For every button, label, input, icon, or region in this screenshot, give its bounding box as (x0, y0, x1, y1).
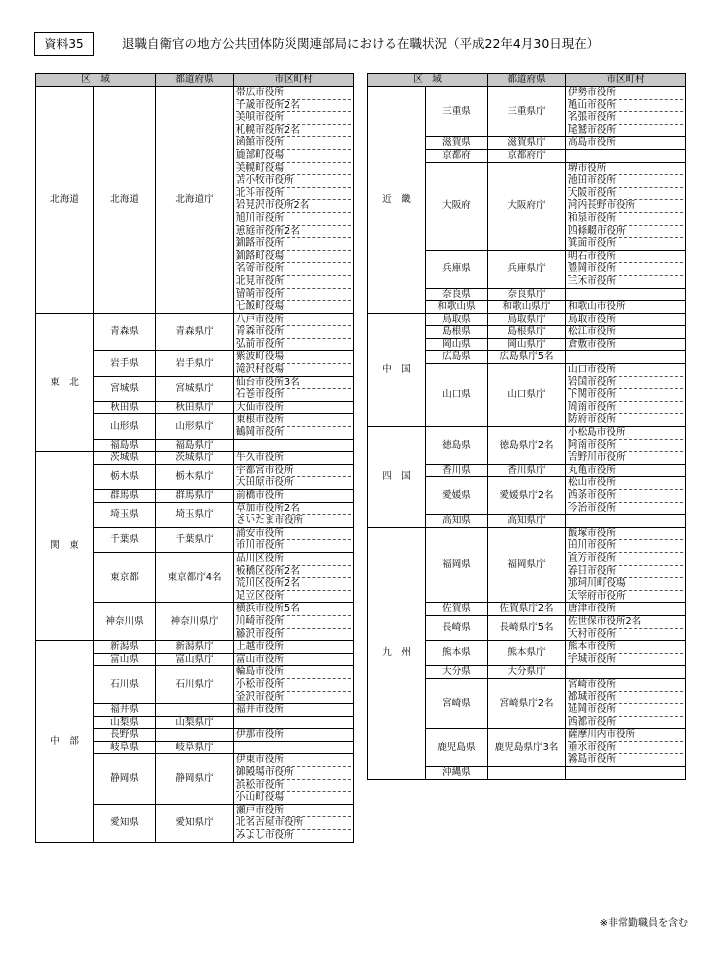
table-row (368, 427, 686, 465)
prefecture-office-cell: 岩手県庁 (156, 351, 234, 376)
municipality-cell (234, 754, 354, 804)
prefecture-cell: 和歌山県 (426, 301, 488, 314)
municipality-item: 紫波町役場 (236, 351, 351, 364)
prefecture-office-cell: 広島県庁5名 (488, 351, 566, 364)
municipality-cell (234, 414, 354, 439)
municipality-cell (566, 351, 686, 364)
municipality-cell (234, 741, 354, 754)
municipality-item: 四條畷市役所 (568, 226, 683, 239)
municipality-cell (234, 452, 354, 465)
municipality-item: 前橋市役所 (236, 490, 284, 501)
municipality-item: 恵庭市役所2名 (236, 226, 351, 239)
municipality-cell (234, 502, 354, 527)
municipality-item: 青森市役所 (236, 326, 351, 339)
municipality-item: 弘前市役所 (236, 338, 284, 350)
prefecture-office-cell: 山形県庁 (156, 414, 234, 439)
municipality-item: 金沢市役所 (236, 691, 284, 703)
header-municipality: 市区町村 (566, 74, 686, 87)
municipality-item: 明石市役所 (568, 251, 683, 264)
municipality-item: 飯塚市役所 (568, 528, 683, 541)
municipality-cell (234, 666, 354, 704)
municipality-item: 名寄市役所 (236, 263, 351, 276)
header-row (36, 74, 354, 87)
municipality-item: 岩国市役所 (568, 377, 683, 390)
municipality-item: 北斗市役所 (236, 188, 351, 201)
municipality-item: 伊那市役所 (236, 729, 284, 741)
prefecture-cell: 東京都 (94, 552, 156, 602)
prefecture-office-cell: 千葉県庁 (156, 527, 234, 552)
prefecture-office-cell: 兵庫県庁 (488, 250, 566, 288)
municipality-item: 釧路市役所 (236, 238, 351, 251)
municipality-item: 美幌町役場 (236, 163, 351, 176)
right-table (367, 73, 686, 780)
municipality-item: 河内長野市役所 (568, 200, 683, 213)
prefecture-cell: 茨城県 (94, 452, 156, 465)
prefecture-cell: 群馬県 (94, 490, 156, 503)
municipality-item: 宇城市役所 (568, 653, 616, 665)
municipality-cell (566, 477, 686, 515)
municipality-cell (566, 288, 686, 301)
municipality-item: 松江市役所 (568, 326, 616, 338)
table-row (36, 87, 354, 314)
municipality-item: 下関市役所 (568, 389, 683, 402)
municipality-item (568, 150, 683, 162)
prefecture-office-cell: 愛媛県庁2名 (488, 477, 566, 515)
municipality-item: 帯広市役所 (236, 87, 351, 100)
prefecture-office-cell: 三重県庁 (488, 87, 566, 137)
municipality-item: 草加市役所2名 (236, 503, 351, 516)
region-cell: 関 東 (36, 452, 94, 641)
municipality-item: 吉野川市役所 (568, 452, 626, 464)
header-region: 区 域 (368, 74, 488, 87)
prefecture-cell: 岐阜県 (94, 741, 156, 754)
region-cell: 近 畿 (368, 87, 426, 314)
municipality-item: 函館市役所 (236, 137, 351, 150)
prefecture-cell: 石川県 (94, 666, 156, 704)
municipality-cell (234, 490, 354, 503)
municipality-item: 堺市役所 (568, 163, 683, 176)
municipality-item: 大田原市役所 (236, 477, 294, 489)
municipality-item (568, 351, 683, 363)
municipality-cell (566, 427, 686, 465)
municipality-item: 都城市役所 (568, 692, 683, 705)
prefecture-cell: 大分県 (426, 666, 488, 679)
prefecture-cell: 京都府 (426, 149, 488, 162)
municipality-cell (234, 351, 354, 376)
footnote: ※非常勤職員を含む (599, 918, 688, 929)
prefecture-cell: 高知県 (426, 515, 488, 528)
table-row (368, 527, 686, 603)
municipality-cell (566, 326, 686, 339)
municipality-item: 西都市役所 (568, 716, 616, 728)
prefecture-cell: 秋田県 (94, 401, 156, 414)
municipality-cell (234, 804, 354, 842)
header-prefecture: 都道府県 (488, 74, 566, 87)
prefecture-cell: 神奈川県 (94, 603, 156, 641)
prefecture-cell: 埼玉県 (94, 502, 156, 527)
municipality-item: 尾鷲市役所 (568, 124, 616, 136)
municipality-cell (234, 704, 354, 717)
municipality-cell (566, 137, 686, 150)
municipality-item: 荒川区役所2名 (236, 578, 351, 591)
prefecture-cell: 千葉県 (94, 527, 156, 552)
prefecture-office-cell: 大分県庁 (488, 666, 566, 679)
municipality-item: 川崎市役所 (236, 616, 351, 629)
prefecture-office-cell: 奈良県庁 (488, 288, 566, 301)
municipality-item: 東根市役所 (236, 414, 351, 427)
prefecture-cell: 愛知県 (94, 804, 156, 842)
prefecture-cell: 青森県 (94, 313, 156, 351)
prefecture-cell: 滋賀県 (426, 137, 488, 150)
prefecture-cell: 長崎県 (426, 615, 488, 640)
prefecture-office-cell: 北海道庁 (156, 87, 234, 314)
document-title: 退職自衛官の地方公共団体防災関連部局における在職状況（平成22年4月30日現在） (122, 36, 600, 51)
municipality-item: 千歳市役所2名 (236, 100, 351, 113)
prefecture-cell: 熊本県 (426, 641, 488, 666)
prefecture-cell: 奈良県 (426, 288, 488, 301)
municipality-item: 鶴岡市役所 (236, 427, 284, 439)
table-row (36, 641, 354, 654)
header-region: 区 域 (36, 74, 156, 87)
municipality-item (236, 440, 351, 452)
header-row (368, 74, 686, 87)
prefecture-office-cell (156, 729, 234, 742)
municipality-cell (566, 301, 686, 314)
prefecture-office-cell: 岐阜県庁 (156, 741, 234, 754)
prefecture-office-cell: 福岡県庁 (488, 527, 566, 603)
header-municipality: 市区町村 (234, 74, 354, 87)
prefecture-office-cell: 高知県庁 (488, 515, 566, 528)
municipality-item: 鹿部町役場 (236, 150, 351, 163)
municipality-item: 延岡市役所 (568, 704, 683, 717)
municipality-cell (234, 653, 354, 666)
table-row (36, 313, 354, 351)
municipality-item: さいたま市役所 (236, 515, 304, 527)
region-cell: 中 部 (36, 641, 94, 843)
municipality-item: 防府市役所 (568, 414, 616, 426)
region-cell: 九 州 (368, 527, 426, 779)
document-label: 資料35 (34, 32, 94, 56)
municipality-item: 留萌市役所 (236, 289, 351, 302)
municipality-cell (566, 515, 686, 528)
prefecture-cell: 長野県 (94, 729, 156, 742)
municipality-item: 丸亀市役所 (568, 464, 616, 476)
municipality-cell (234, 87, 354, 314)
municipality-item: 浜松市役所 (236, 780, 351, 793)
prefecture-cell: 新潟県 (94, 641, 156, 654)
municipality-item: 霧島市役所 (568, 754, 616, 766)
municipality-item: 直方市役所 (568, 553, 683, 566)
municipality-item: 和歌山市役所 (568, 301, 626, 313)
municipality-item: 瀬戸市役所 (236, 805, 351, 818)
municipality-item: 伊勢市役所 (568, 87, 683, 100)
municipality-cell (234, 552, 354, 602)
municipality-cell (234, 641, 354, 654)
municipality-item: 豊岡市役所 (568, 263, 683, 276)
municipality-cell (566, 87, 686, 137)
region-cell: 東 北 (36, 313, 94, 452)
municipality-item: 高島市役所 (568, 137, 616, 149)
municipality-item: 北見市役所 (236, 276, 351, 289)
prefecture-office-cell: 大阪府庁 (488, 162, 566, 250)
prefecture-cell: 富山県 (94, 653, 156, 666)
prefecture-cell: 鳥取県 (426, 313, 488, 326)
prefecture-office-cell: 鳥取県庁 (488, 313, 566, 326)
municipality-item: 滝沢村役場 (236, 364, 284, 376)
municipality-item: 西条市役所 (568, 490, 683, 503)
municipality-item (568, 289, 683, 301)
municipality-item: 横浜市役所5名 (236, 603, 351, 616)
prefecture-office-cell: 京都府庁 (488, 149, 566, 162)
municipality-item: 和泉市役所 (568, 213, 683, 226)
prefecture-cell: 岡山県 (426, 338, 488, 351)
prefecture-office-cell (488, 767, 566, 780)
prefecture-office-cell: 岡山県庁 (488, 338, 566, 351)
municipality-item (568, 666, 683, 678)
prefecture-office-cell: 徳島県庁2名 (488, 427, 566, 465)
municipality-cell (566, 603, 686, 616)
prefecture-cell: 鹿児島県 (426, 729, 488, 767)
municipality-item: 亀山市役所 (568, 100, 683, 113)
municipality-item: 松山市役所 (568, 477, 683, 490)
prefecture-cell: 三重県 (426, 87, 488, 137)
municipality-item: 札幌市役所2名 (236, 125, 351, 138)
prefecture-office-cell: 愛知県庁 (156, 804, 234, 842)
prefecture-office-cell: 石川県庁 (156, 666, 234, 704)
municipality-item: 旭川市役所 (236, 213, 351, 226)
municipality-item: 美唄市役所 (236, 112, 351, 125)
municipality-item: 牛久市役所 (236, 452, 284, 464)
prefecture-office-cell (156, 704, 234, 717)
municipality-cell (566, 364, 686, 427)
region-cell: 中 国 (368, 313, 426, 426)
municipality-cell (566, 250, 686, 288)
municipality-cell (234, 376, 354, 401)
municipality-item: 七飯町役場 (236, 301, 284, 313)
municipality-item: 唐津市役所 (568, 603, 616, 615)
prefecture-office-cell: 和歌山県庁 (488, 301, 566, 314)
prefecture-cell: 島根県 (426, 326, 488, 339)
municipality-item: 八戸市役所 (236, 314, 351, 327)
municipality-cell (566, 162, 686, 250)
prefecture-office-cell: 宮崎県庁2名 (488, 678, 566, 728)
table-row (368, 313, 686, 326)
municipality-cell (234, 729, 354, 742)
municipality-item: 福井市役所 (236, 704, 284, 716)
left-table (35, 73, 354, 843)
municipality-cell (566, 313, 686, 326)
prefecture-office-cell: 東京都庁4名 (156, 552, 234, 602)
municipality-item: 倉敷市役所 (568, 338, 616, 350)
prefecture-cell: 愛媛県 (426, 477, 488, 515)
prefecture-office-cell: 山口県庁 (488, 364, 566, 427)
prefecture-cell: 宮城県 (94, 376, 156, 401)
header-prefecture: 都道府県 (156, 74, 234, 87)
prefecture-office-cell: 鹿児島県庁3名 (488, 729, 566, 767)
prefecture-cell: 沖縄県 (426, 767, 488, 780)
municipality-item: 石巻市役所 (236, 389, 284, 401)
municipality-cell (234, 716, 354, 729)
municipality-item: 阿南市役所 (568, 440, 683, 453)
municipality-item: 釧路町役場 (236, 251, 351, 264)
prefecture-cell: 栃木県 (94, 464, 156, 489)
municipality-cell (234, 313, 354, 351)
municipality-cell (234, 439, 354, 452)
prefecture-office-cell: 福島県庁 (156, 439, 234, 452)
municipality-cell (566, 149, 686, 162)
municipality-item: 御殿場市役所 (236, 767, 351, 780)
prefecture-cell: 静岡県 (94, 754, 156, 804)
prefecture-office-cell: 茨城県庁 (156, 452, 234, 465)
municipality-cell (566, 527, 686, 603)
prefecture-cell: 福井県 (94, 704, 156, 717)
municipality-item: 仙台市役所3名 (236, 377, 351, 390)
municipality-item: みよし市役所 (236, 830, 294, 842)
municipality-item: 田川市役所 (568, 540, 683, 553)
municipality-cell (566, 464, 686, 477)
municipality-cell (566, 729, 686, 767)
prefecture-office-cell: 宮城県庁 (156, 376, 234, 401)
prefecture-cell: 山口県 (426, 364, 488, 427)
prefecture-cell: 福岡県 (426, 527, 488, 603)
prefecture-office-cell: 栃木県庁 (156, 464, 234, 489)
prefecture-office-cell: 静岡県庁 (156, 754, 234, 804)
prefecture-cell: 香川県 (426, 464, 488, 477)
municipality-item (568, 515, 683, 527)
municipality-cell (234, 464, 354, 489)
municipality-item: 小松島市役所 (568, 427, 683, 440)
prefecture-office-cell: 山梨県庁 (156, 716, 234, 729)
municipality-item: 春日市役所 (568, 566, 683, 579)
municipality-item: 箕面市役所 (568, 238, 616, 250)
municipality-item: 周南市役所 (568, 402, 683, 415)
municipality-cell (234, 603, 354, 641)
prefecture-cell: 広島県 (426, 351, 488, 364)
municipality-cell (566, 666, 686, 679)
municipality-item: 宇都宮市役所 (236, 465, 351, 478)
municipality-item: 北名古屋市役所 (236, 817, 351, 830)
municipality-item: 小松市役所 (236, 679, 351, 692)
municipality-item: 小山町役場 (236, 792, 284, 804)
municipality-item: 佐世保市役所2名 (568, 616, 683, 629)
prefecture-office-cell: 熊本県庁 (488, 641, 566, 666)
municipality-item (568, 767, 683, 779)
prefecture-office-cell: 埼玉県庁 (156, 502, 234, 527)
municipality-item: 藤沢市役所 (236, 628, 284, 640)
municipality-item: 輪島市役所 (236, 666, 351, 679)
region-cell: 四 国 (368, 427, 426, 528)
prefecture-office-cell: 神奈川県庁 (156, 603, 234, 641)
prefecture-office-cell: 群馬県庁 (156, 490, 234, 503)
municipality-item: 大阪市役所 (568, 188, 683, 201)
prefecture-cell: 兵庫県 (426, 250, 488, 288)
municipality-cell (566, 641, 686, 666)
prefecture-office-cell: 新潟県庁 (156, 641, 234, 654)
municipality-cell (234, 401, 354, 414)
municipality-cell (566, 338, 686, 351)
municipality-item: 今治市役所 (568, 502, 616, 514)
municipality-item: 鳥取市役所 (568, 313, 616, 325)
municipality-item: 池田市役所 (568, 175, 683, 188)
municipality-cell (234, 527, 354, 552)
municipality-cell (566, 678, 686, 728)
municipality-item: 上越市役所 (236, 641, 284, 653)
prefecture-office-cell: 滋賀県庁 (488, 137, 566, 150)
prefecture-office-cell: 青森県庁 (156, 313, 234, 351)
municipality-item: 富山市役所 (236, 653, 284, 665)
prefecture-cell: 山梨県 (94, 716, 156, 729)
prefecture-office-cell: 佐賀県庁2名 (488, 603, 566, 616)
municipality-item: 市川市役所 (236, 540, 284, 552)
municipality-item: 宮崎市役所 (568, 679, 683, 692)
prefecture-office-cell: 島根県庁 (488, 326, 566, 339)
table-row (368, 87, 686, 137)
prefecture-cell: 佐賀県 (426, 603, 488, 616)
municipality-item: 板橋区役所2名 (236, 566, 351, 579)
region-cell: 北海道 (36, 87, 94, 314)
municipality-item: 大村市役所 (568, 628, 616, 640)
prefecture-cell: 宮崎県 (426, 678, 488, 728)
prefecture-office-cell: 秋田県庁 (156, 401, 234, 414)
prefecture-cell: 岩手県 (94, 351, 156, 376)
municipality-item: 那珂川町役場 (568, 578, 683, 591)
prefecture-office-cell: 富山県庁 (156, 653, 234, 666)
municipality-item: 苫小牧市役所 (236, 175, 351, 188)
table-row (36, 452, 354, 465)
prefecture-cell: 福島県 (94, 439, 156, 452)
municipality-item: 品川区役所 (236, 553, 351, 566)
municipality-item: 伊東市役所 (236, 754, 351, 767)
municipality-item: 熊本市役所 (568, 641, 683, 654)
municipality-item: 山口市役所 (568, 364, 683, 377)
municipality-item: 太宰府市役所 (568, 590, 626, 602)
municipality-item: 薩摩川内市役所 (568, 729, 683, 742)
municipality-cell (566, 615, 686, 640)
municipality-item (236, 717, 351, 729)
municipality-item: 足立区役所 (236, 590, 284, 602)
municipality-item: 岩見沢市役所2名 (236, 200, 351, 213)
municipality-item (236, 742, 351, 754)
municipality-item: 垂水市役所 (568, 742, 683, 755)
prefecture-office-cell: 長崎県庁5名 (488, 615, 566, 640)
municipality-cell (566, 767, 686, 780)
municipality-item: 浦安市役所 (236, 528, 351, 541)
municipality-item: 名張市役所 (568, 112, 683, 125)
prefecture-cell: 大阪府 (426, 162, 488, 250)
prefecture-office-cell: 香川県庁 (488, 464, 566, 477)
municipality-item: 三木市役所 (568, 275, 616, 287)
prefecture-cell: 山形県 (94, 414, 156, 439)
prefecture-cell: 徳島県 (426, 427, 488, 465)
municipality-item: 大仙市役所 (236, 401, 284, 413)
prefecture-cell: 北海道 (94, 87, 156, 314)
